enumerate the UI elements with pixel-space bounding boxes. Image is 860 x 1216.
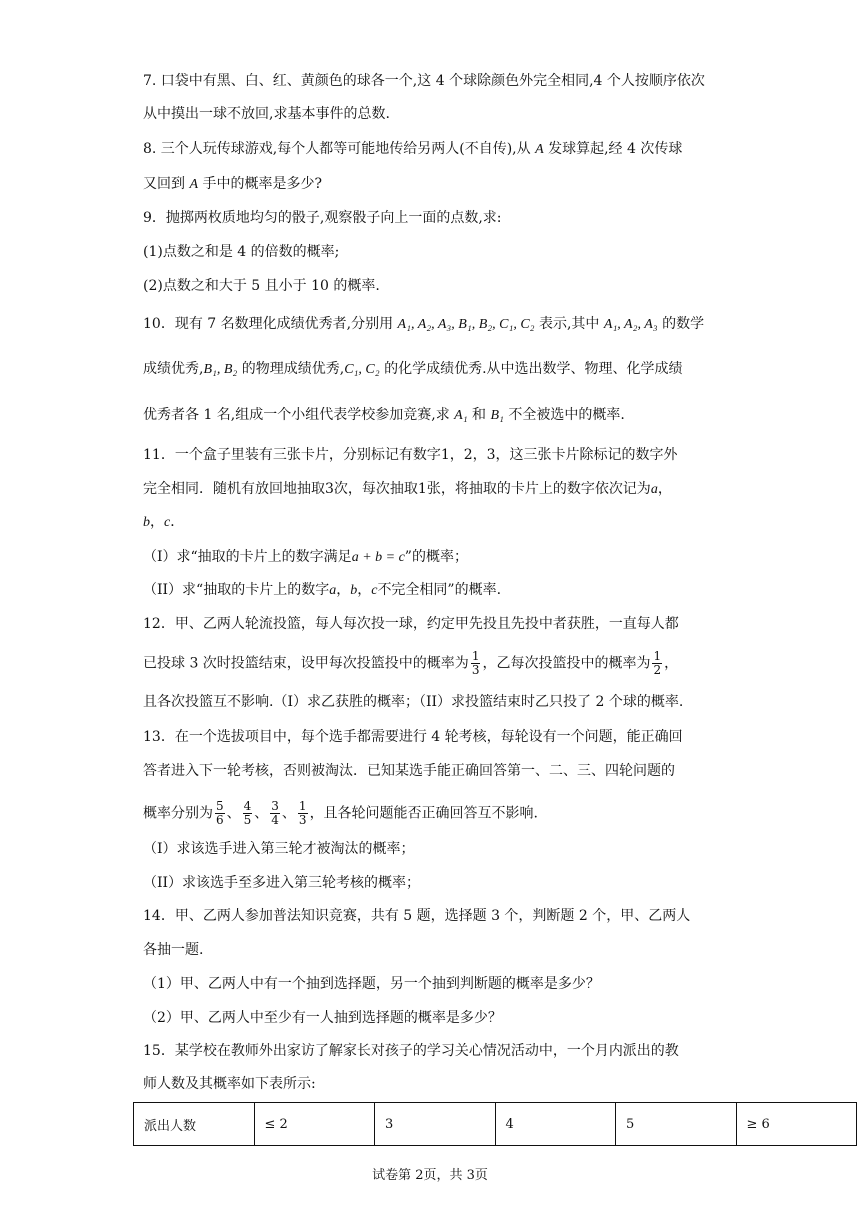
table-cell: ≥ 6	[736, 1103, 857, 1146]
q7-line1: 7. 口袋中有黑、白、红、黄颜色的球各一个,这 4 个球除颜色外完全相同,4 个人按顺序依次	[143, 73, 705, 89]
q10-line3: 优秀者各 1 名,组成一个小组代表学校参加竞赛,求 A₁ 和 B₁ 不全被选中的概率.	[143, 407, 625, 423]
q13-part2: （II）求该选手至多进入第三轮考核的概率；	[143, 875, 421, 891]
q13-line1: 13．在一个选拔项目中，每个选手都需要进行 4 轮考核，每轮设有一个问题，能正确回	[143, 729, 683, 745]
q10-line1: 10．现有 7 名数理化成绩优秀者,分别用 A₁, A₂, A₃, B₁, B₂, C₁, C₂ 表示,其中 A₁, A₂, A₃ 的数学	[143, 316, 705, 332]
table-cell: 3	[375, 1103, 496, 1146]
q11-part2: （II）求“抽取的卡片上的数字a，b，c不完全相同”的概率.	[143, 582, 502, 598]
q11-line1: 11．一个盒子里装有三张卡片，分别标记有数字1，2，3，这三张卡片除标记的数字外	[143, 447, 678, 463]
q13-line3: 概率分别为 $\frac{5}{6}$ 、 $\frac{4}{5}$ 、 $\frac{3}{4}$ 、 $\frac{1}{3}$ ，且各轮问题能否正确回答互不影响.	[143, 799, 539, 827]
q14-line2: 各抽一题.	[143, 942, 204, 958]
q12-line2: 已投球 3 次时投篮结束，设甲每次投篮投中的概率为 $\frac{1}{3}$ ，乙每次投篮投中的概率为 $\frac{1}{2}$ ，	[143, 649, 679, 677]
fraction: $\frac{1}{3}$	[298, 799, 307, 827]
q13-part1: （I）求该选手进入第三轮才被淘汰的概率；	[143, 841, 415, 857]
q7-line2: 从中摸出一球不放回,求基本事件的总数.	[143, 106, 390, 122]
fraction: $\frac{5}{6}$	[216, 799, 224, 827]
q12-line3: 且各次投篮互不影响.（I）求乙获胜的概率；（II）求投篮结束时乙只投了 2 个球的概率.	[143, 694, 684, 710]
q15-line2: 师人数及其概率如下表所示:	[143, 1076, 316, 1092]
fraction: $\frac{1}{3}$	[471, 649, 480, 677]
q8-line1: 8. 三个人玩传球游戏,每个人都等可能地传给另两人(不自传),从 A 发球算起,经 4 次传球	[143, 141, 683, 157]
q14-line1: 14．甲、乙两人参加普法知识竞赛，共有 5 题，选择题 3 个，判断题 2 个，甲、乙两人	[143, 908, 691, 924]
teacher-count-table	[133, 1102, 857, 1146]
q9-part1: (1)点数之和是 4 的倍数的概率;	[143, 244, 340, 260]
q14-part1: （1）甲、乙两人中有一个抽到选择题，另一个抽到判断题的概率是多少？	[143, 976, 600, 992]
table-cell: 5	[616, 1103, 737, 1146]
q8-line2: 又回到 A 手中的概率是多少?	[143, 176, 322, 192]
q9-line1: 9．抛掷两枚质地均匀的骰子,观察骰子向上一面的点数,求:	[143, 210, 502, 226]
fraction: $\frac{1}{2}$	[653, 649, 662, 677]
q11-line3: b，c．	[143, 514, 185, 530]
q12-line1: 12．甲、乙两人轮流投篮，每人每次投一球，约定甲先投且先投中者获胜，一直每人都	[143, 616, 679, 632]
table-cell: 派出人数	[134, 1103, 255, 1146]
q11-part1: （I）求“抽取的卡片上的数字满足a + b = c”的概率；	[143, 549, 468, 565]
q13-line2: 答者进入下一轮考核，否则被淘汰．已知某选手能正确回答第一、二、三、四轮问题的	[143, 763, 675, 779]
q9-part2: (2)点数之和大于 5 且小于 10 的概率.	[143, 278, 380, 294]
q11-line2: 完全相同．随机有放回地抽取3次，每次抽取1张，将抽取的卡片上的数字依次记为a，	[143, 481, 672, 497]
fraction: $\frac{3}{4}$	[271, 799, 279, 827]
table-cell: 4	[495, 1103, 616, 1146]
fraction: $\frac{4}{5}$	[243, 799, 252, 827]
table-cell: ≤ 2	[254, 1103, 375, 1146]
q10-line2: 成绩优秀,B₁, B₂ 的物理成绩优秀,C₁, C₂ 的化学成绩优秀.从中选出数学、物理、化学成绩	[143, 361, 683, 377]
table-row	[134, 1103, 857, 1146]
page-footer: 试卷第 2页，共 3页	[372, 1168, 488, 1183]
q14-part2: （2）甲、乙两人中至少有一人抽到选择题的概率是多少？	[143, 1010, 502, 1026]
q15-line1: 15．某学校在教师外出家访了解家长对孩子的学习关心情况活动中，一个月内派出的教	[143, 1043, 679, 1059]
